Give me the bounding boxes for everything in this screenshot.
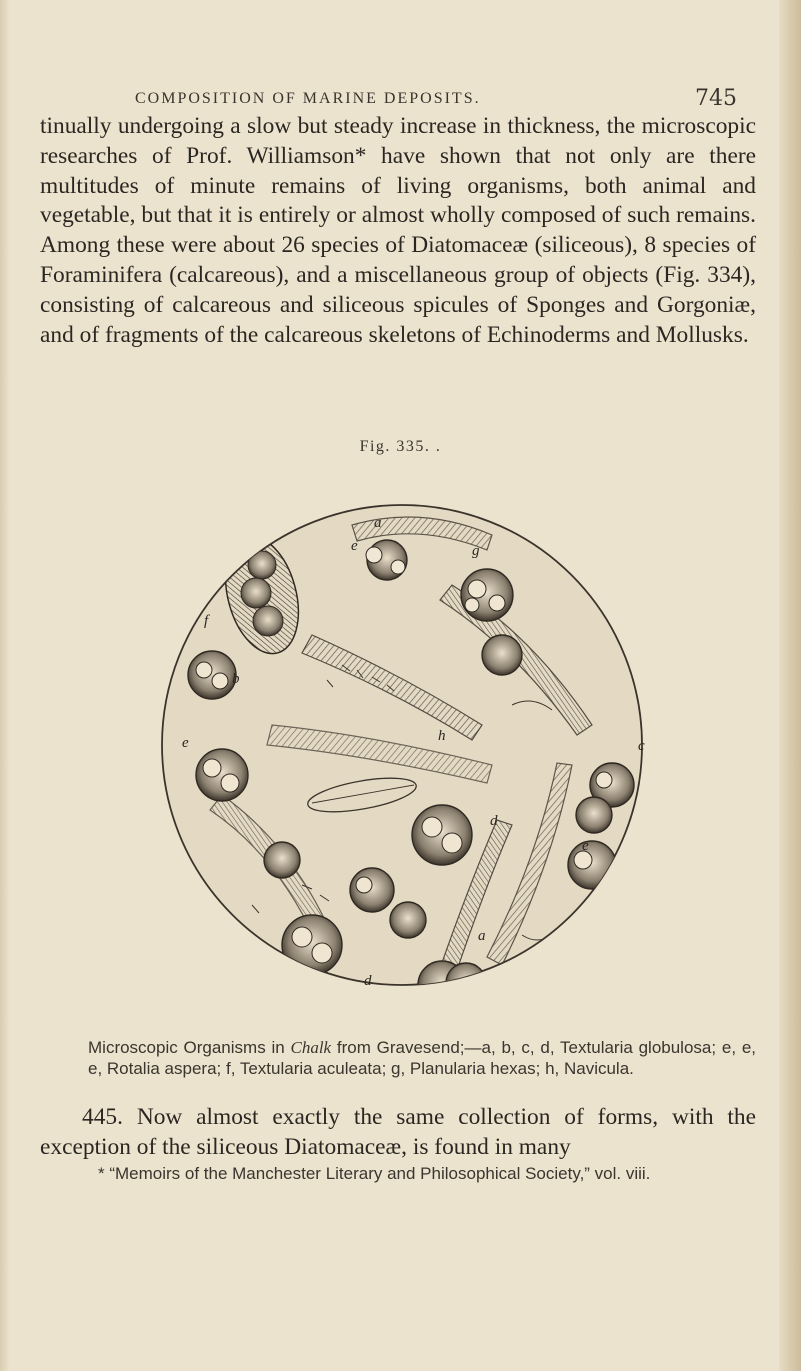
footnote [40, 1163, 756, 1185]
page-left-edge [0, 0, 10, 1371]
figure-letter-d2: d [364, 973, 372, 989]
figure-letter-e3: e [182, 735, 189, 751]
section-445-text: Now almost exactly the same collection of forms, with the exception of the siliceous Diatomaceæ, is found in many [40, 1104, 756, 1160]
figure-microscopic-organisms [152, 465, 652, 1025]
section-number: 445. [82, 1104, 123, 1130]
page-right-edge [779, 0, 801, 1371]
figure-letter-f: f [204, 613, 209, 629]
footnote-text: * “Memoirs of the Manchester Literary and Philosophical Society,” vol. viii. [98, 1164, 651, 1183]
figure-caption [88, 1037, 756, 1079]
figure-illustration [152, 465, 652, 1025]
caption-italic-chalk: Chalk [290, 1038, 332, 1057]
figure-letter-h: h [438, 728, 446, 744]
figure-letter-e2: e [582, 838, 589, 854]
caption-rest: from Gravesend;—a, b, c, d, Textularia globulosa; e, e, e, Rotalia aspera; f, Textularia aculeata; g, Planularia hexas; h, Navicula. [88, 1038, 756, 1078]
running-head: COMPOSITION OF MARINE DEPOSITS. [135, 90, 481, 107]
caption-prefix: Microscopic Organisms in [88, 1038, 291, 1057]
figure-letter-a2: a [478, 928, 486, 944]
figure-letter-b: b [232, 671, 240, 687]
body-paragraph: tinually undergoing a slow but steady increase in thickness, the microscopic researches of Prof. Williamson* have shown that not only are there multitudes of minute remains of living organisms, both animal and vegetable, but that it is entirely or almost wholly composed of such remains. Among these were about 26 species of Diatomaceæ (siliceous), 8 species of Foraminifera (calcareous), and a miscellaneous group of objects (Fig. 334), consisting of calcareous and siliceous spicules of Sponges and Gorgoniæ, and of fragments of the calcareous skeletons of Echinoderms and Mollusks. [40, 113, 756, 348]
page-number: 745 [695, 86, 737, 111]
figure-letter-g: g [472, 543, 480, 559]
figure-letter-d: d [490, 813, 498, 829]
figure-letter-e: e [351, 538, 358, 554]
figure-label: Fig. 335. . [359, 438, 442, 455]
section-445-paragraph [40, 1103, 756, 1163]
figure-letter-a: a [374, 515, 382, 531]
figure-letter-c: c [638, 738, 645, 754]
